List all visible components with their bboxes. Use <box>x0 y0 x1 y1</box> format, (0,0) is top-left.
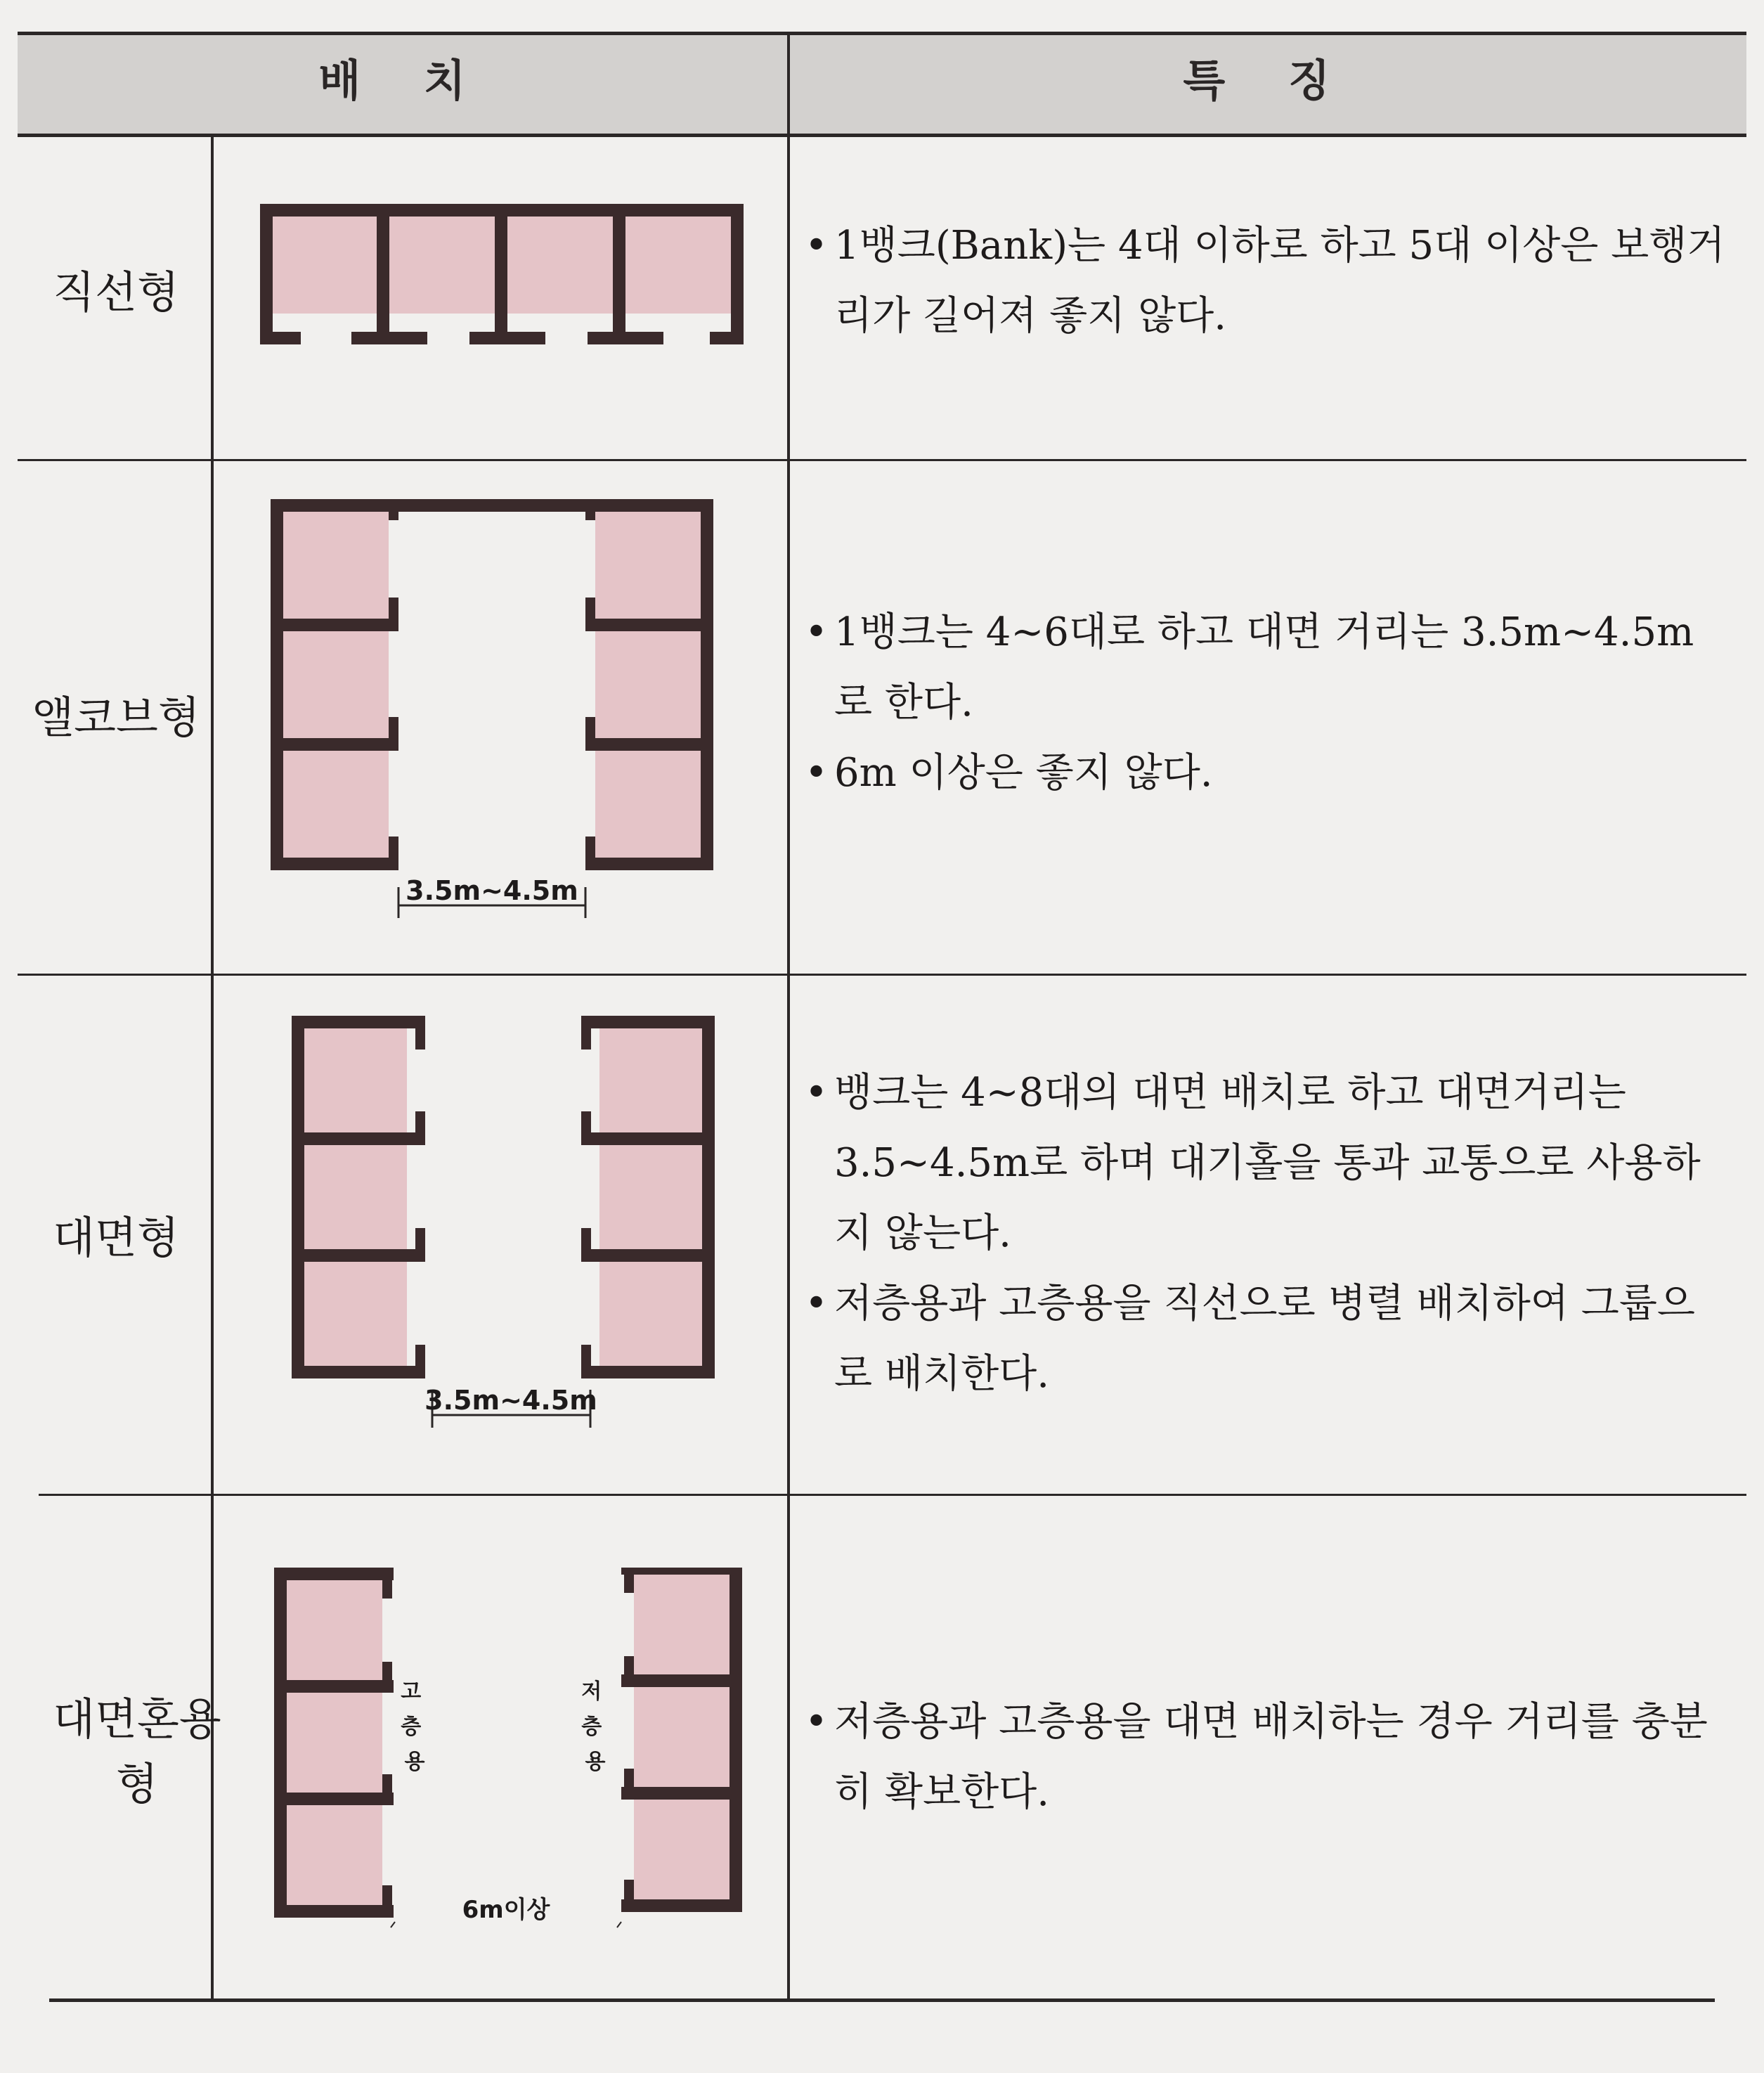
row-separator-2 <box>18 974 1746 976</box>
low-rise-label <box>581 1679 609 1774</box>
table-bottom-border <box>49 1998 1715 2002</box>
alcove-dimension-label: 3.5m~4.5m <box>406 875 578 906</box>
linear-layout-diagram <box>260 204 752 359</box>
table-top-border <box>18 32 1746 35</box>
feature-bullet: • 6m 이상은 좋지 않다. <box>805 738 1725 808</box>
feature-bullet: • 1뱅크(Bank)는 4대 이하로 하고 5대 이상은 보행거리가 길어져 좋지 않다. <box>805 211 1725 351</box>
features-linear <box>805 211 1725 351</box>
high-rise-char-2: 층 <box>401 1714 422 1739</box>
features-alcove <box>805 598 1725 808</box>
header-features: 특 징 <box>1183 55 1354 106</box>
mixed-facing-layout-diagram <box>274 1568 752 1947</box>
type-label-mixed-facing: 대면혼용형 <box>53 1693 221 1809</box>
type-label-alcove: 앨코브형 <box>32 692 200 743</box>
features-facing <box>805 1058 1725 1409</box>
alcove-layout-diagram <box>271 499 720 942</box>
high-rise-char-1: 고 <box>401 1679 422 1704</box>
row-separator-1 <box>18 459 1746 461</box>
facing-layout-diagram <box>292 1016 741 1431</box>
row-separator-3 <box>39 1494 1746 1496</box>
type-label-linear: 직선형 <box>53 266 179 318</box>
high-rise-label <box>401 1679 428 1774</box>
features-mixed-facing <box>805 1687 1725 1828</box>
facing-dimension-label: 3.5m~4.5m <box>424 1385 597 1416</box>
low-rise-char-3: 용 <box>585 1750 606 1774</box>
feature-bullet: • 저층용과 고층용을 대면 배치하는 경우 거리를 충분히 확보한다. <box>805 1687 1725 1828</box>
low-rise-char-1: 저 <box>581 1679 602 1704</box>
mixed-dimension-label: 6m이상 <box>462 1896 550 1924</box>
type-label-facing: 대면형 <box>53 1212 179 1263</box>
header-bottom-border <box>18 134 1746 137</box>
low-rise-char-2: 층 <box>581 1714 602 1739</box>
feature-column-divider <box>787 32 790 2001</box>
feature-bullet: • 저층용과 고층용을 직선으로 병렬 배치하여 그룹으로 배치한다. <box>805 1269 1725 1409</box>
header-layout: 배 치 <box>318 55 490 106</box>
feature-bullet: • 1뱅크는 4~6대로 하고 대면 거리는 3.5m~4.5m로 한다. <box>805 598 1725 738</box>
high-rise-char-3: 용 <box>404 1750 425 1774</box>
feature-bullet: • 뱅크는 4~8대의 대면 배치로 하고 대면거리는 3.5~4.5m로 하며 대기홀을 통과 교통으로 사용하지 않는다. <box>805 1058 1725 1269</box>
